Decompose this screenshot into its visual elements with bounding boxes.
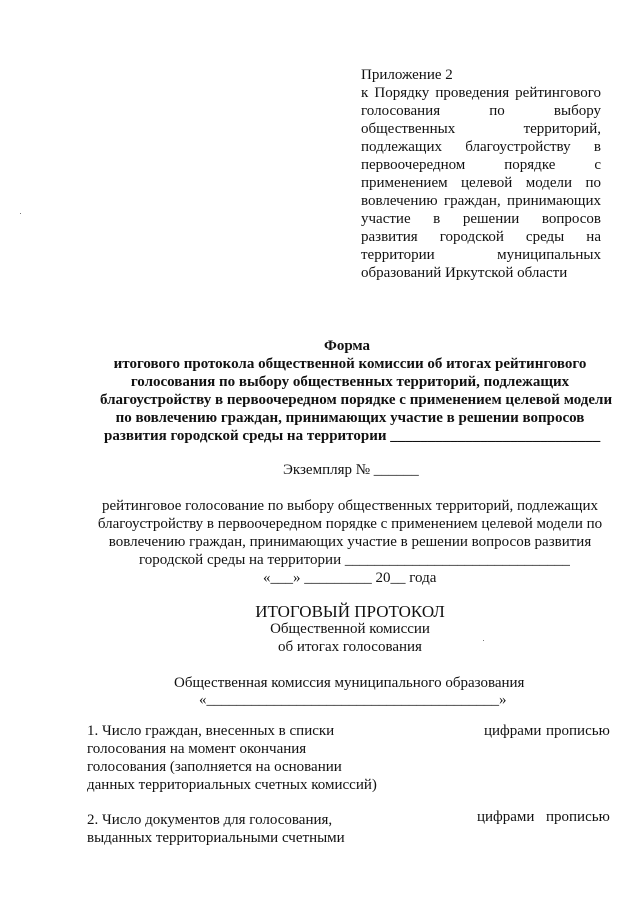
appendix-line: первоочередном порядке с (361, 157, 601, 173)
appendix-label: Приложение 2 (361, 67, 453, 83)
item-line: данных территориальных счетных комиссий) (87, 777, 377, 793)
protocol-subtitle: об итогах голосования (278, 639, 422, 655)
protocol-title: ИТОГОВЫЙ ПРОТОКОЛ (255, 602, 445, 621)
form-heading: Форма (323, 338, 371, 354)
column-words-label: прописью (546, 723, 610, 739)
form-title-line: итогового протокола общественной комиссии об итогах рейтингового (113, 356, 587, 372)
item-line: 1. Число граждан, внесенных в списки (87, 723, 335, 739)
form-title-line: голосования по выбору общественных территорий, подлежащих (130, 374, 570, 390)
item-line: 2. Число документов для голосования, (87, 812, 333, 828)
appendix-line: общественных территорий, (361, 121, 601, 137)
column-words-label: прописью (546, 809, 610, 825)
date-line: «___» _________ 20__ года (263, 570, 437, 586)
scan-speck (20, 213, 21, 214)
appendix-line: развития городской среды на (361, 229, 601, 245)
appendix-line: подлежащих благоустройству в (361, 139, 601, 155)
intro-line: благоустройству в первоочередном порядке с применением целевой модели по (97, 516, 603, 532)
intro-line: рейтинговое голосование по выбору общественных территорий, подлежащих (102, 498, 598, 514)
column-digits-label: цифрами (484, 723, 542, 739)
appendix-line: территории муниципальных (361, 247, 601, 263)
intro-line: вовлечению граждан, принимающих участие в решении вопросов развития (108, 534, 592, 550)
commission-name-field: «_______________________________________» (199, 692, 507, 708)
column-digits-label: цифрами (477, 809, 535, 825)
copy-number: Экземпляр № ______ (283, 462, 419, 478)
intro-territory-line: городской среды на территории ______________________________ (139, 552, 570, 568)
appendix-last-line: образований Иркутской области (361, 265, 568, 281)
item-line: голосования на момент окончания (87, 741, 307, 757)
commission-line: Общественная комиссия муниципального образования (174, 675, 525, 691)
item-line: голосования (заполняется на основании (87, 759, 342, 775)
protocol-subtitle: Общественной комиссии (270, 621, 430, 637)
appendix-line: участие в решении вопросов (361, 211, 601, 227)
item-line: выданных территориальными счетными (87, 830, 345, 846)
form-title-line: по вовлечению граждан, принимающих участие в решении вопросов (115, 410, 585, 426)
form-title-line: благоустройству в первоочередном порядке с применением целевой модели (100, 392, 613, 408)
appendix-line: применением целевой модели по (361, 175, 601, 191)
appendix-line: голосования по выбору (361, 103, 601, 119)
appendix-line: к Порядку проведения рейтингового (361, 85, 601, 101)
appendix-line: вовлечению граждан, принимающих (361, 193, 601, 209)
scan-speck (483, 640, 484, 641)
form-title-territory-line: развития городской среды на территории ____________________________ (104, 428, 601, 444)
